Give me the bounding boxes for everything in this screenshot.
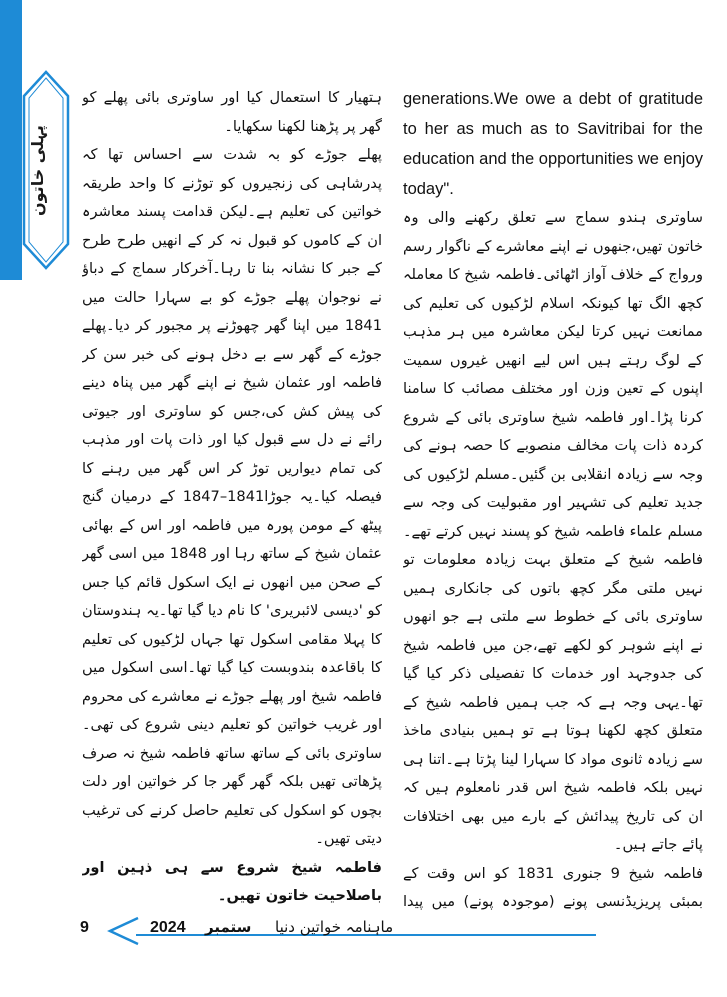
page-number: 9 <box>80 919 89 936</box>
right-paragraph-2: فاطمہ شیخ 9 جنوری 1831 کو اس وقت کے بمبئی پریزیڈنسی پونے (موجودہ پونے) میں پیدا <box>403 864 703 910</box>
magazine-name: ماہنامہ خواتین دنیا <box>275 918 394 936</box>
side-ribbon <box>22 70 70 270</box>
english-quote: generations.We owe a debt of gratitude to her as much as to Savitribai for the education and the opportunities we enjoy today". <box>403 90 703 198</box>
side-title: پہلی خاتون <box>28 125 47 217</box>
page-footer <box>80 916 600 946</box>
right-column <box>403 84 703 914</box>
left-column <box>82 84 382 914</box>
chevron-left-icon <box>102 916 142 946</box>
left-subheading: فاطمہ شیخ شروع سے ہی ذہین اور باصلاحیت خاتون تھیں۔ <box>82 858 382 904</box>
right-paragraph-1: ساوتری ہندو سماج سے تعلق رکھنے والی وہ خاتون تھیں،جنھوں نے اپنے معاشرے کے ناگوار رسم ورواج کے خلاف آواز اٹھائی۔فاطمہ شیخ کا معاملہ کچھ الگ تھا کیونکہ اسلام لڑکیوں کی تعلیم کی ممانعت نہیں کرتا لیکن معاشرہ میں ہر مذہب کے لوگ رہتے ہیں اس لیے انھیں غیروں سمیت اپنوں کے تعین وزن اور مختلف مصائب کا سامنا کرنا پڑا۔اور فاطمہ شیخ ساوتری بائی کے شروع کردہ ذات پات مخالف منصوبے کا حصہ ہونے کی وجہ سے زیادہ انقلابی بن گئیں۔مسلم لڑکیوں کی جدید تعلیم کی تشہیر اور مقبولیت کی وجہ سے مسلم علماء فاطمہ شیخ کو پسند نہیں کرتے تھے۔فاطمہ شیخ کے متعلق بہت زیادہ معلومات تو نہیں ملتی مگر کچھ باتوں کی جانکاری ہمیں ساوتری بائی کے خطوط سے ملتی ہے جو انھوں نے اپنے شوہر کو لکھے تھے،جن میں فاطمہ شیخ کی جدوجہد اور خدمات کا تفصیلی ذکر کیا گیا تھا۔یہی وجہ ہے کہ جب ہمیں فاطمہ شیخ کے متعلق کچھ لکھنا ہوتا ہے تو ہمیں بنیادی ماخذ سے زیادہ ثانوی مواد کا سہارا لینا پڑتا ہے۔اتنا ہی نہیں بلکہ فاطمہ شیخ اس قدر نامعلوم ہیں کہ ان کی تاریخ پیدائش کے بارے میں بھی اختلافات پائے جاتے ہیں۔ <box>403 209 703 853</box>
left-paragraph-2: پھلے جوڑے کو بہ شدت سے احساس تھا کہ پدرشاہی کی زنجیروں کو توڑنے کا واحد طریقہ خواتین کی تعلیم ہے۔لیکن قدامت پسند معاشرہ ان کے کاموں کو قبول نہ کر کے انھیں طرح طرح کے جبر کا نشانہ بنا تا رہا۔آخرکار سماج کے دباؤ نے نوجوان پھلے جوڑے کو بے سہارا حالت میں 1841 میں اپنا گھر چھوڑنے پر مجبور کر دیا۔پھلے جوڑے کے گھر سے بے دخل ہونے کی خبر سن کر فاطمہ اور عثمان شیخ نے اپنے گھر میں پناہ دینے کی پیش کش کی،جس کو ساوتری اور جیوتی رائے نے دل سے قبول کیا اور ذات پات اور مذہب کی تمام دیواریں توڑ کر اس گھر میں رہنے کا فیصلہ کیا۔یہ جوڑا1841–1847 کے درمیان گنج پیٹھ کے مومن پورہ میں فاطمہ اور اس کے بھائی عثمان شیخ کے ساتھ رہا اور 1848 میں اسی گھر کے صحن میں انھوں نے ایک اسکول قائم کیا جس کو 'دیسی لائبریری' کا نام دیا گیا تھا۔یہ ہندوستان کا پہلا مقامی اسکول تھا جہاں لڑکیوں کی تعلیم کا باقاعدہ بندوبست کیا گیا تھا۔اسی اسکول میں فاطمہ شیخ اور پھلے جوڑے نے معاشرے کی محروم اور غریب خواتین کو تعلیم دینی شروع کی تھی۔ساوتری بائی کے ساتھ ساتھ فاطمہ شیخ نہ صرف پڑھاتی تھیں بلکہ گھر گھر جا کر خواتین اور دلت بچوں کو اسکول کی تعلیم حاصل کرنے کی ترغیب دیتی تھیں۔ <box>82 146 382 847</box>
left-paragraph-3 <box>82 911 382 915</box>
issue-month: ستمبر <box>205 918 252 936</box>
left-paragraph-1: ہتھیار کا استعمال کیا اور ساوتری بائی پھلے کو گھر پر پڑھنا لکھنا سکھایا۔ <box>82 89 382 135</box>
issue-year: 2024 <box>150 919 186 936</box>
side-accent-bar <box>0 0 22 280</box>
